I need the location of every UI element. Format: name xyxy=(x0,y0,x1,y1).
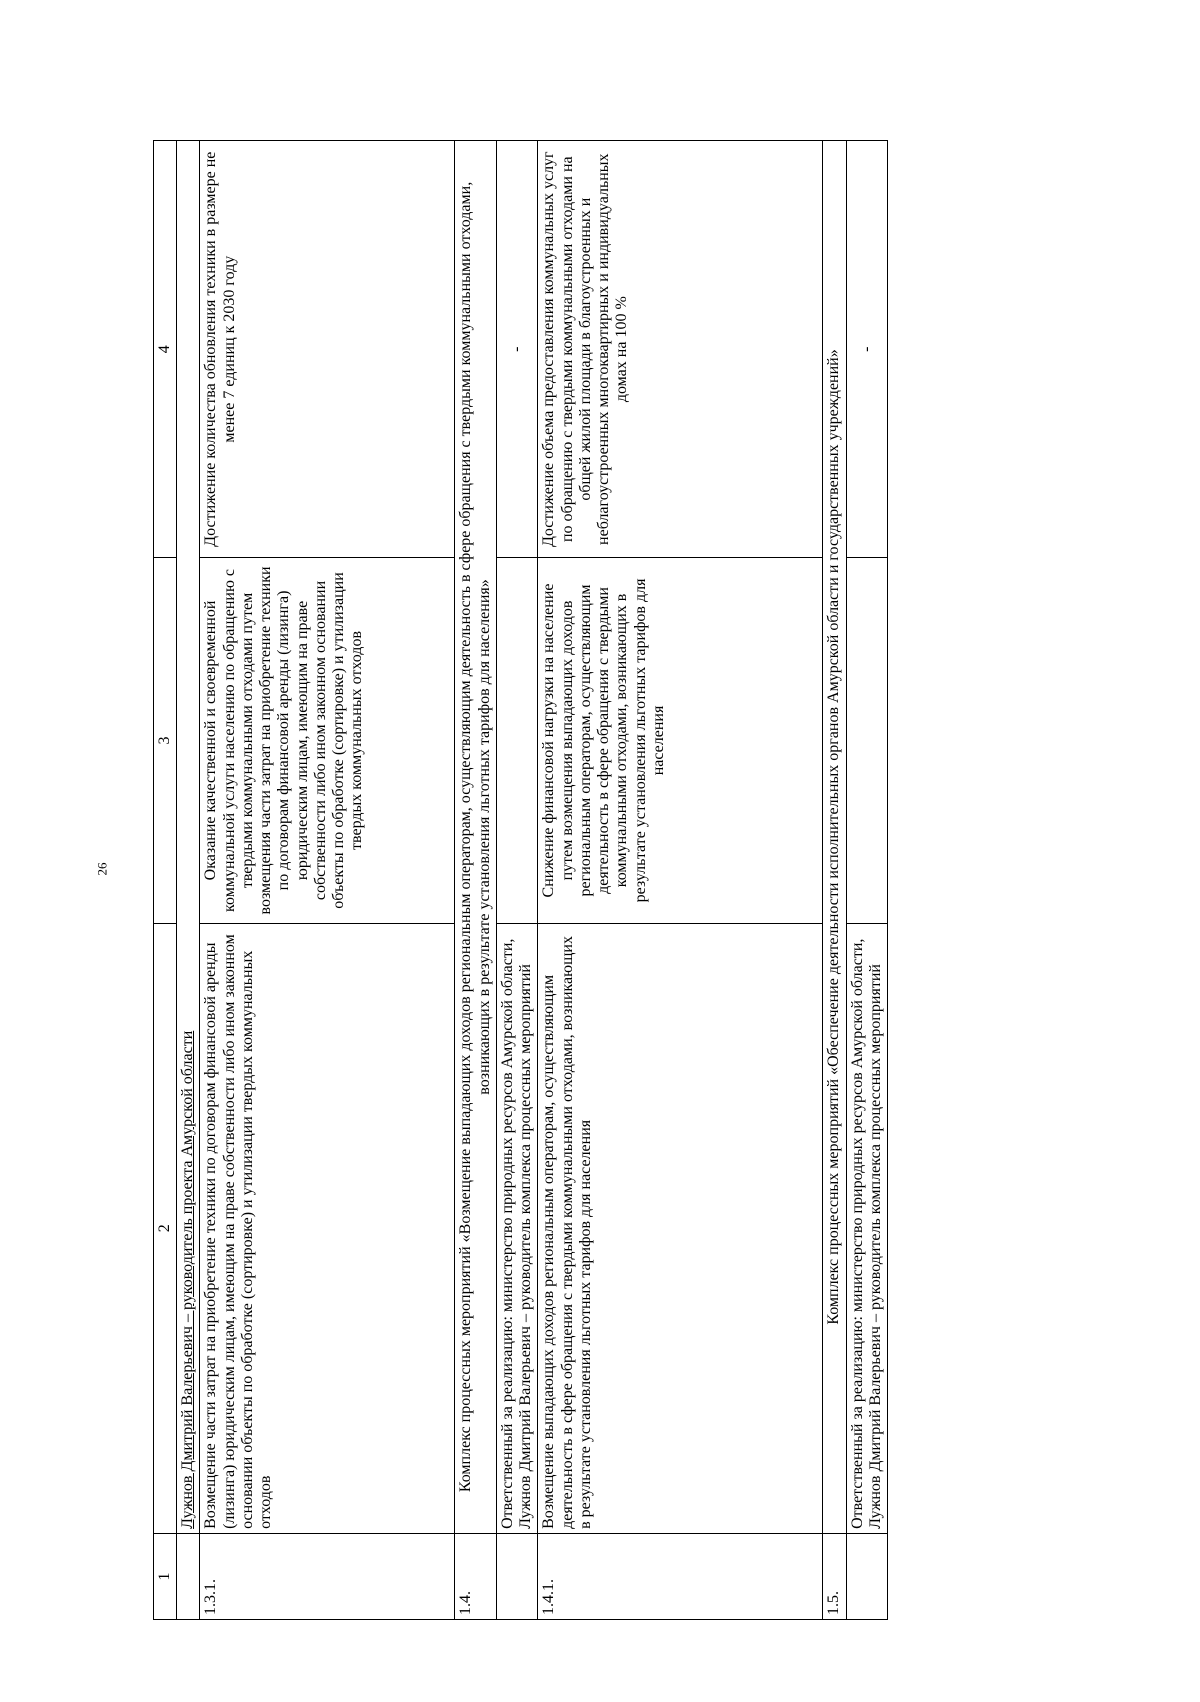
section-title: Комплекс процессных мероприятий «Возмещение выпадающих доходов региональным операторам, осуществляющим деятельность в сфере обращения с твердыми коммунальными отходами, возникающих в результате установления льготных тарифов для населения» xyxy=(455,141,496,1534)
measure-effect: Достижение объема предоставления коммунальных услуг по обращению с твердыми коммунальными отходами на общей жилой площади в благоустроенных и неблагоустроенных многоквартирных и индивидуальных домах на 100 % xyxy=(538,141,823,558)
header-col-3: 3 xyxy=(154,558,177,923)
row-number: 1.4.1. xyxy=(538,1533,823,1619)
table-row-responsible-1-5 xyxy=(846,141,887,1620)
measure-result: Снижение финансовой нагрузки на население путем возмещения выпадающих доходов региональным операторам, осуществляющим деятельность в сфере обращения с твердыми коммунальными отходами, возникающих в результате установления льготных тарифов для населения xyxy=(538,558,823,923)
responsible-effect: - xyxy=(496,141,537,558)
measures-table xyxy=(153,140,888,1620)
table-row-section-1-5 xyxy=(823,141,846,1620)
table-row-1-3-1 xyxy=(200,141,455,1620)
header-col-4: 4 xyxy=(154,141,177,558)
measure-name: Возмещение выпадающих доходов региональным операторам, осуществляющим деятельность в сфере обращения с твердыми коммунальными отходами, возникающих в результате установления льготных тарифов для населения xyxy=(538,923,823,1533)
table-row-1-4-1 xyxy=(538,141,823,1620)
row-number xyxy=(177,1533,200,1619)
row-number: 1.3.1. xyxy=(200,1533,455,1619)
project-leader-text: Лужнов Дмитрий Валерьевич – руководитель проекта Амурской области xyxy=(177,141,200,1534)
responsible-effect: - xyxy=(846,141,887,558)
row-number: 1.5. xyxy=(823,1533,846,1619)
row-number: 1.4. xyxy=(455,1533,496,1619)
row-number xyxy=(496,1533,537,1619)
responsible-text: Ответственный за реализацию: министерство природных ресурсов Амурской области, Лужнов Дмитрий Валерьевич – руководитель комплекса процессных мероприятий xyxy=(496,923,537,1533)
responsible-text: Ответственный за реализацию: министерство природных ресурсов Амурской области, Лужнов Дмитрий Валерьевич – руководитель комплекса процессных мероприятий xyxy=(846,923,887,1533)
responsible-result xyxy=(846,558,887,923)
table-row-section-1-4 xyxy=(455,141,496,1620)
rotated-page-content xyxy=(153,140,1083,1620)
section-title: Комплекс процессных мероприятий «Обеспечение деятельности исполнительных органов Амурской области и государственных учреждений» xyxy=(823,141,846,1534)
table-row-project-leader xyxy=(177,141,200,1620)
header-col-2: 2 xyxy=(154,923,177,1533)
measure-effect: Достижение количества обновления техники в размере не менее 7 единиц к 2030 году xyxy=(200,141,455,558)
page-number: 26 xyxy=(94,862,110,876)
header-col-1: 1 xyxy=(154,1533,177,1619)
table-row-responsible-1-4 xyxy=(496,141,537,1620)
measure-result: Оказание качественной и своевременной коммунальной услуги населению по обращению с твердыми коммунальными отходами путем возмещения части затрат на приобретение техники по договорам финансовой аренды (лизинга) юридическим лицам, имеющим на праве собственности либо ином законном основании объекты по обработке (сортировке) и утилизации твердых коммунальных отходов xyxy=(200,558,455,923)
row-number xyxy=(846,1533,887,1619)
measure-name: Возмещение части затрат на приобретение техники по договорам финансовой аренды (лизинга) юридическим лицам, имеющим на праве собственности либо ином законном основании объекты по обработке (сортировке) и утилизации твердых коммунальных отходов xyxy=(200,923,455,1533)
table-header-row xyxy=(154,141,177,1620)
responsible-result xyxy=(496,558,537,923)
